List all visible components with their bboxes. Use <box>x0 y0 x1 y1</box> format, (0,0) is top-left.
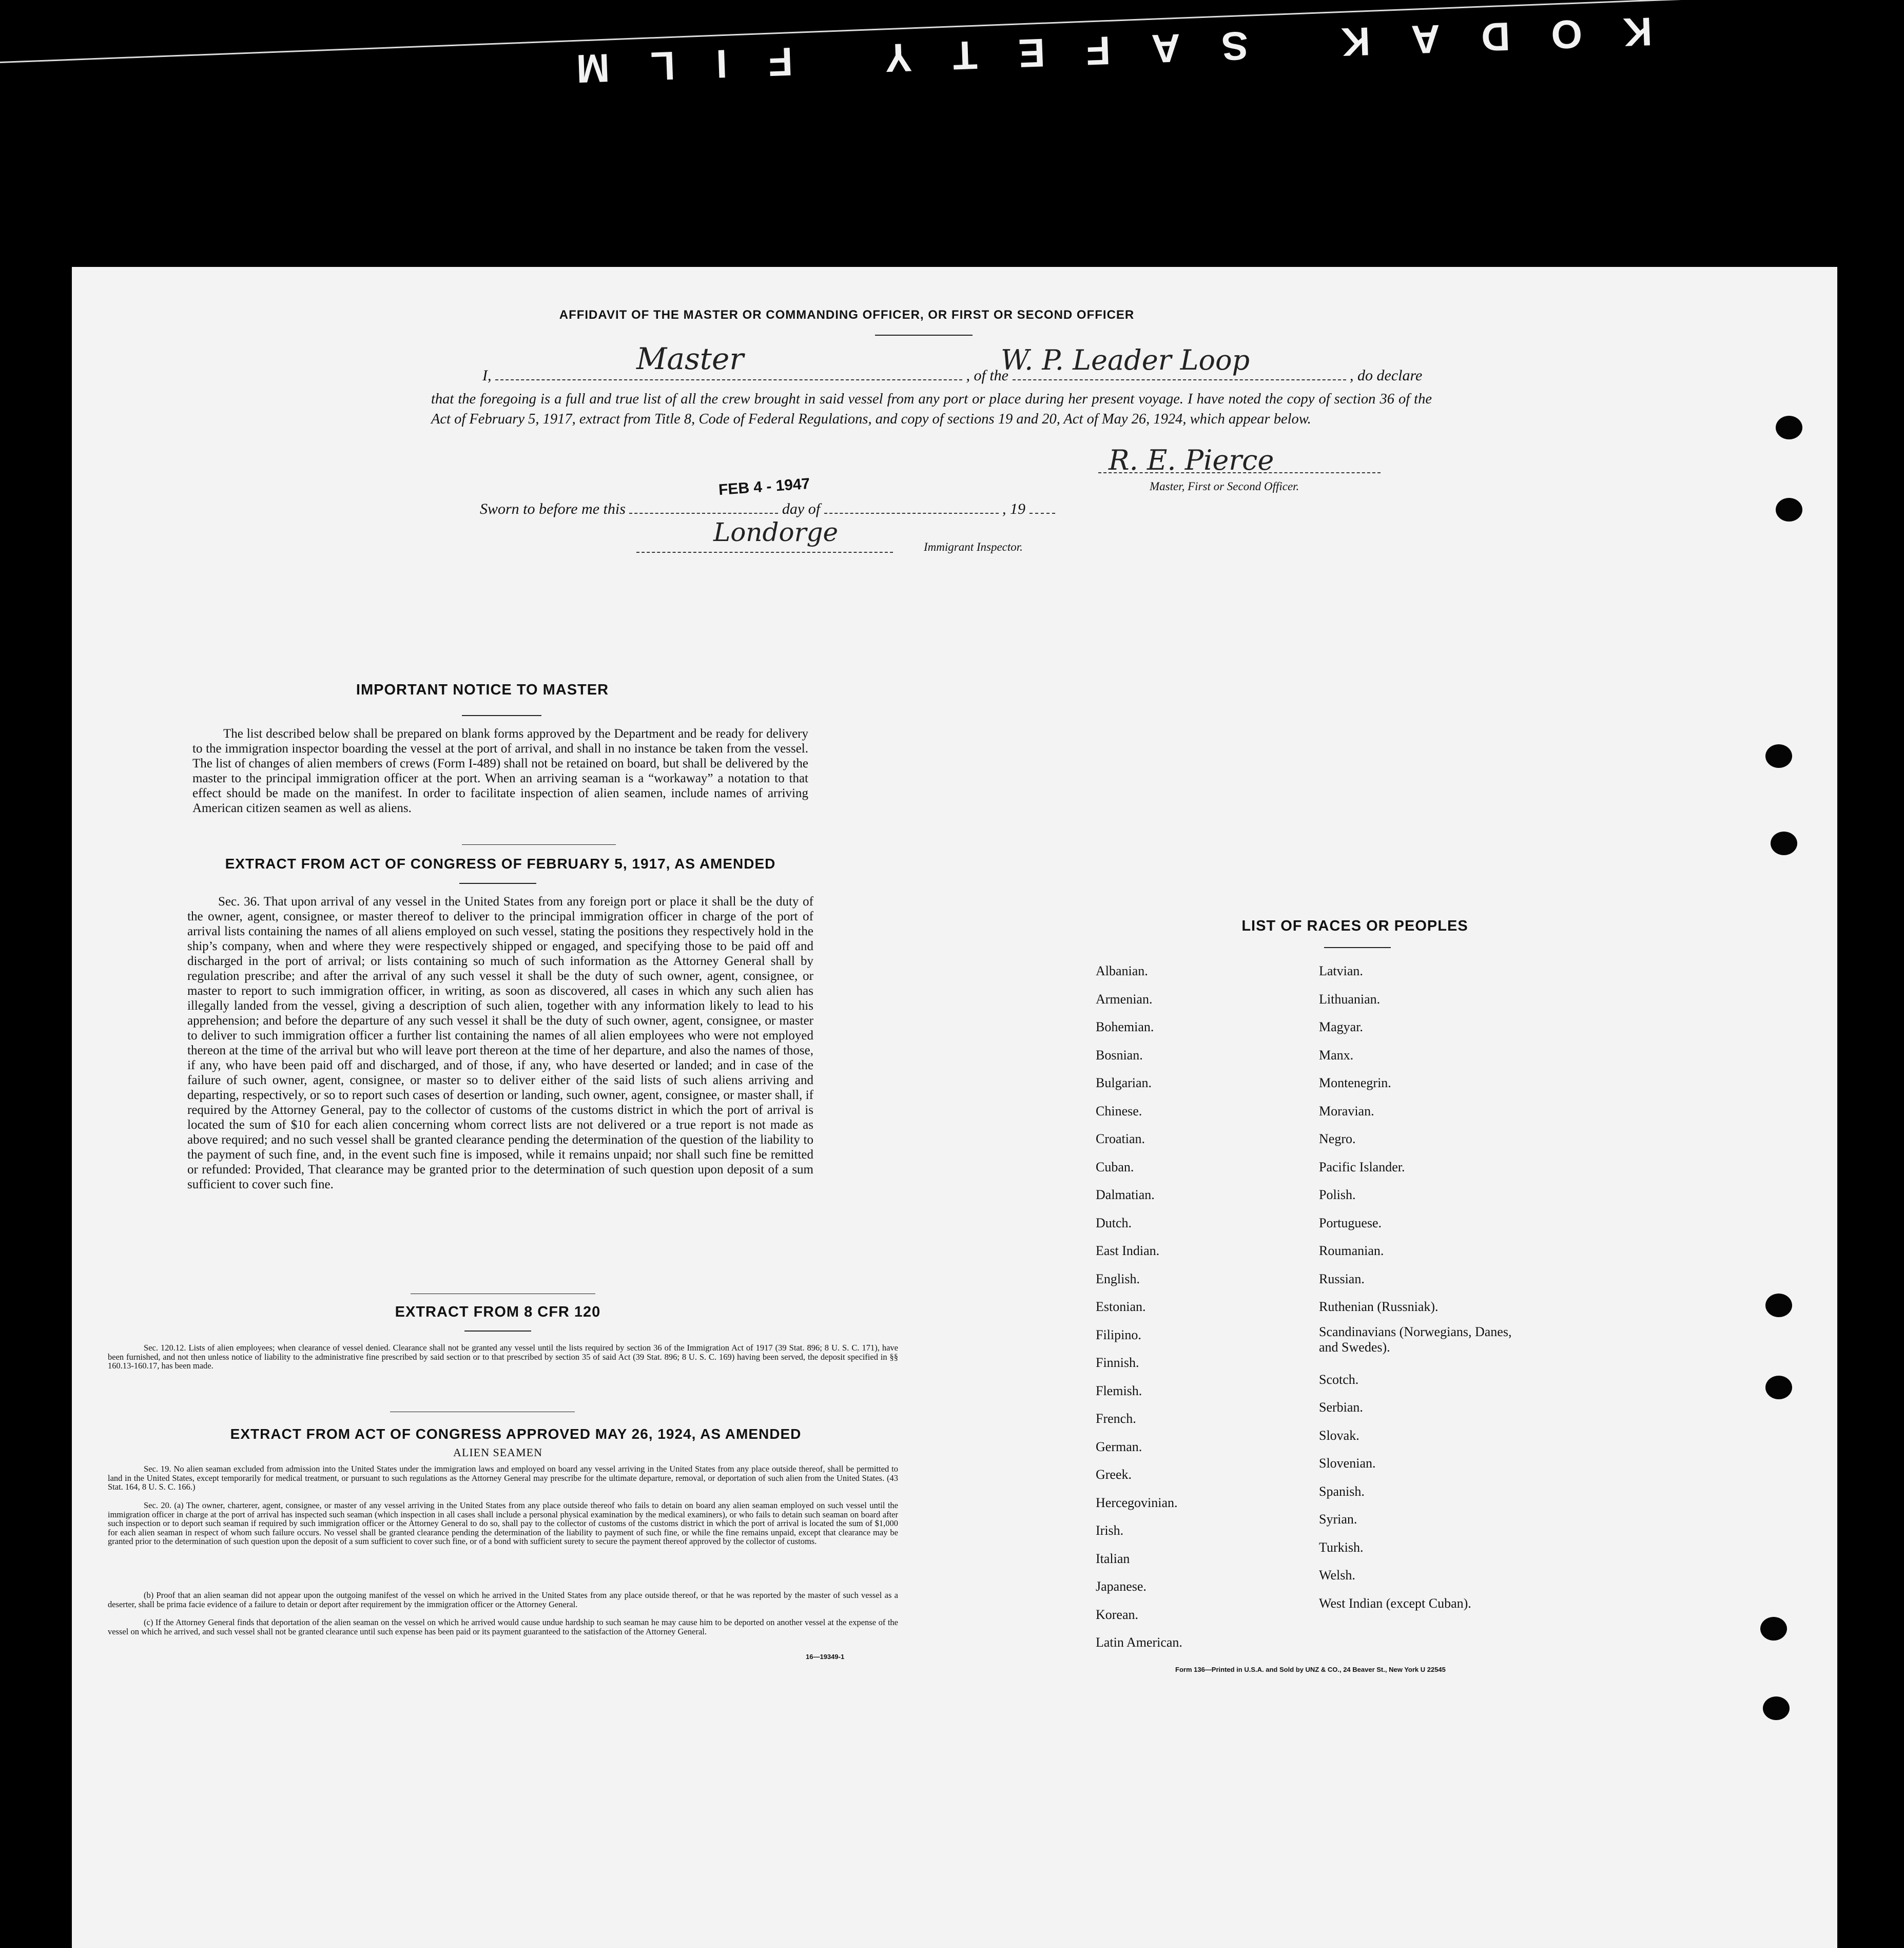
race-item: Montenegrin. <box>1319 1075 1391 1090</box>
race-item: English. <box>1096 1271 1140 1286</box>
extract-1924-sec19: Sec. 19. No alien seaman excluded from admission into the United States under the immigration laws and employed on board any vessel arriving in the United States from any place outside thereof, shall be permitted to land in the United States, except temporarily for medical treatment, or pursuant to such regulations as the Attorney General may prescribe for the ultimate departure, removal, or deportation of such alien from the United States. (43 Stat. 164, 8 U. S. C. 166.) <box>108 1464 898 1492</box>
document-page <box>72 267 1837 1948</box>
race-item: Turkish. <box>1319 1539 1364 1555</box>
notice-title: IMPORTANT NOTICE TO MASTER <box>356 682 609 698</box>
sworn-line <box>480 500 1055 518</box>
sworn-prefix: Sworn to before me this <box>480 500 626 517</box>
sworn-year-field <box>1029 513 1055 514</box>
punch-hole <box>1776 416 1802 439</box>
race-item: Chinese. <box>1096 1103 1142 1118</box>
race-item: Slovenian. <box>1319 1456 1376 1471</box>
race-item: Hercegovinian. <box>1096 1495 1178 1510</box>
race-item: Japanese. <box>1096 1579 1147 1594</box>
race-item: Ruthenian (Russniak). <box>1319 1299 1439 1314</box>
race-item: Korean. <box>1096 1607 1139 1622</box>
race-item: Bosnian. <box>1096 1047 1143 1063</box>
inspector-label: Immigrant Inspector. <box>924 541 1023 553</box>
race-item: Magyar. <box>1319 1019 1363 1034</box>
master-name-field <box>495 379 962 380</box>
vessel-handwritten: W. P. Leader Loop <box>1001 344 1250 376</box>
master-handwritten: Master <box>636 341 744 376</box>
extract-1924-subtitle: ALIEN SEAMEN <box>453 1446 542 1459</box>
race-item: Syrian. <box>1319 1512 1357 1527</box>
races-right-column <box>1319 957 1514 1617</box>
race-item: Croatian. <box>1096 1131 1145 1146</box>
punch-hole <box>1771 832 1797 855</box>
race-item: Filipino. <box>1096 1327 1141 1342</box>
affidavit-prefix: I, <box>482 367 492 384</box>
race-item: Dalmatian. <box>1096 1187 1155 1202</box>
race-item: Scotch. <box>1319 1372 1359 1387</box>
printer-note: Form 136—Printed in U.S.A. and Sold by UNZ & CO., 24 Beaver St., New York U 22545 <box>1175 1666 1446 1673</box>
vessel-name-field <box>1013 379 1346 380</box>
race-item: Serbian. <box>1319 1400 1363 1415</box>
race-item: Bulgarian. <box>1096 1075 1152 1090</box>
inspector-signature: Londorge <box>713 517 839 547</box>
divider <box>462 715 541 716</box>
punch-hole <box>1765 744 1792 768</box>
race-item: Slovak. <box>1319 1428 1359 1443</box>
sworn-date-field <box>629 513 778 514</box>
divider <box>1324 947 1391 948</box>
race-item: East Indian. <box>1096 1243 1160 1258</box>
divider <box>462 844 616 845</box>
race-item: Dutch. <box>1096 1215 1132 1230</box>
punch-hole <box>1765 1294 1792 1317</box>
affidavit-declare: , do declare <box>1350 367 1423 384</box>
race-item: Bohemian. <box>1096 1019 1154 1034</box>
race-item: Portuguese. <box>1319 1215 1382 1230</box>
race-item: Moravian. <box>1319 1103 1374 1118</box>
race-item: Russian. <box>1319 1271 1365 1286</box>
sworn-year-label: , 19 <box>1002 500 1026 517</box>
affidavit-line-1 <box>482 367 1422 384</box>
race-item: Spanish. <box>1319 1483 1365 1499</box>
race-item: Latin American. <box>1096 1635 1182 1650</box>
race-item: Scandinavians (Norwegians, Danes, and Swedes). <box>1319 1324 1512 1355</box>
race-item: Flemish. <box>1096 1383 1142 1398</box>
divider <box>464 1330 531 1332</box>
notice-body: The list described below shall be prepared on blank forms approved by the Department and be ready for delivery to the immigration inspector boarding the vessel at the port of arrival, and shall in no instance be taken from the vessel. The list of changes of alien members of crews (Form I-489) shall not be retained on board, but shall be delivered by the master to the principal immigration officer at the port. When an arriving seaman is a “workaway” a notation to that effect should be made on the manifest. In order to facilitate inspection of alien seamen, include names of arriving American citizen seamen as well as aliens. <box>192 727 808 815</box>
race-item: Greek. <box>1096 1467 1132 1482</box>
form-code: 16—19349-1 <box>806 1653 845 1661</box>
affidavit-of-the: , of the <box>966 367 1008 384</box>
affidavit-title: AFFIDAVIT OF THE MASTER OR COMMANDING OFFICER, OR FIRST OR SECOND OFFICER <box>559 308 1135 322</box>
date-stamp: FEB 4 - 1947 <box>718 475 811 499</box>
extract-1917-body: Sec. 36. That upon arrival of any vessel in the United States from any foreign port or place it shall be the duty of the owner, agent, consignee, or master thereof to deliver to the principal immigration officer in charge of the port of arrival lists containing the names of all aliens employed on such vessel, stating the positions they respectively hold in the ship’s company, when and where they were respectively shipped or engaged, and specifying those to be paid off and discharged in the port of arrival; or lists containing so much of such information as the Attorney General shall by regulation prescribe; and after the arrival of any such vessel it shall be the duty of such owner, agent, consignee, or master to report to such immigration officer, in writing, as soon as discovered, all cases in which any such alien has illegally landed from the vessel, giving a description of such alien, together with any information likely to lead to his apprehension; and before the departure of any such vessel it shall be the duty of such owner, agent, consignee, or master to deliver to such immigration officer a further list containing the names of all alien employees who were not employed thereon at the time of the arrival but who will leave port thereon at the time of her departure, and also the names of those, if any, who have been paid off and discharged, and of those, if any, who have deserted or landed; and in case of the failure of such owner, agent, consignee, or master so to deliver either of the said lists of such aliens arriving and departing, respectively, or so to report such cases of desertion or landing, such owner, agent, consignee, or master shall, if required by the Attorney General, pay to the collector of customs of the customs district in which the port of arrival is located the sum of $10 for each alien concerning whom correct lists are not delivered or a true report is not made as above required; and no such vessel shall be granted clearance pending the determination of the question of the liability to the payment of such fine, and, in the event such fine is imposed, while it remains unpaid; nor shall such fine be remitted or refunded: Provided, That clearance may be granted prior to the determination of such question upon deposit of a sum sufficient to cover such fine. <box>187 895 813 1191</box>
extract-1924-sec20c: (c) If the Attorney General finds that deportation of the alien seaman on the vessel on which he arrived would cause undue hardship to such seaman he may cause him to be deported on another vessel at the expense of the vessel on which he arrived, and such vessel shall not be granted clearance until such expense has been paid or its payment guaranteed to the satisfaction of the Attorney General. <box>108 1617 898 1636</box>
officer-signature: R. E. Pierce <box>1109 444 1274 476</box>
extract-1917-title: EXTRACT FROM ACT OF CONGRESS OF FEBRUARY 5, 1917, AS AMENDED <box>225 856 776 872</box>
punch-hole <box>1760 1617 1787 1641</box>
extract-1924-sec20a: Sec. 20. (a) The owner, charterer, agent, consignee, or master of any vessel arriving in the United States from any place outside thereof who fails to detain on board any alien seaman employed on such vessel until the immigration officer in charge at the port of arrival has inspected such seaman (which inspection in all cases shall include a personal physical examination by the medical examiners), or who fails to detain such seaman on board after such inspection or to deport such seaman if required by such immigration officer or the Attorney General to do so, shall pay to the collector of customs of the customs district in which the port of arrival is located the sum of $1,000 for each alien seaman in respect of whom such failure occurs. No vessel shall be granted clearance pending the determination of the liability to payment of such fine, or while the fine remains unpaid, except that clearance may be granted prior to the determination of such question upon the deposit of a sum sufficient to cover such fine, or of a bond with sufficient surety to secure the payment thereof approved by the collector of customs. <box>108 1500 898 1546</box>
race-item: Latvian. <box>1319 963 1363 978</box>
race-item: Finnish. <box>1096 1355 1139 1370</box>
race-item: German. <box>1096 1439 1142 1454</box>
race-item: Pacific Islander. <box>1319 1159 1405 1174</box>
race-item: Cuban. <box>1096 1159 1134 1174</box>
film-brand-text: KODAK SAFETY FILM <box>534 9 1653 93</box>
races-left-column <box>1096 957 1182 1657</box>
punch-hole <box>1776 498 1802 522</box>
race-item: Albanian. <box>1096 963 1148 978</box>
officer-signature-line <box>1098 472 1381 473</box>
race-item: Armenian. <box>1096 991 1153 1007</box>
punch-hole <box>1763 1696 1790 1720</box>
divider <box>459 883 536 884</box>
race-item: Irish. <box>1096 1523 1124 1538</box>
extract-1924-title: EXTRACT FROM ACT OF CONGRESS APPROVED MAY 26, 1924, AS AMENDED <box>230 1426 802 1442</box>
divider <box>875 335 973 336</box>
affidavit-body: that the foregoing is a full and true list of all the crew brought in said vessel from any port or place during her present voyage. I have noted the copy of section 36 of the Act of February 5, 1917, extract from Title 8, Code of Federal Regulations, and copy of sections 19 and 20, Act of May 26, 1924, which appear below. <box>431 391 1432 427</box>
race-item: West Indian (except Cuban). <box>1319 1595 1471 1611</box>
race-item: Lithuanian. <box>1319 991 1381 1007</box>
race-item: French. <box>1096 1411 1136 1426</box>
punch-hole <box>1765 1376 1792 1399</box>
film-edge <box>0 0 1904 267</box>
inspector-signature-line <box>636 552 893 553</box>
race-item: Welsh. <box>1319 1568 1355 1583</box>
races-title: LIST OF RACES OR PEOPLES <box>1241 918 1468 934</box>
race-item: Estonian. <box>1096 1299 1146 1314</box>
extract-cfr-title: EXTRACT FROM 8 CFR 120 <box>395 1304 601 1320</box>
race-item: Manx. <box>1319 1047 1354 1063</box>
race-item: Polish. <box>1319 1187 1356 1202</box>
race-item: Italian <box>1096 1551 1130 1566</box>
sworn-day-label: day of <box>782 500 821 517</box>
officer-signature-label: Master, First or Second Officer. <box>1150 480 1299 493</box>
race-item: Roumanian. <box>1319 1243 1384 1258</box>
race-item: Negro. <box>1319 1131 1356 1146</box>
extract-cfr-body: Sec. 120.12. Lists of alien employees; when clearance of vessel denied. Clearance shall not be granted any vessel until the lists required by section 36 of the Immigration Act of 1917 (39 Stat. 896; 8 U. S. C. 171), have been furnished, and not then unless notice of liability to the administrative fine prescribed by said section or to that prescribed by section 35 of said Act (39 Stat. 896; 8 U. S. C. 169) having been served, the deposit specified in §§ 160.13-160.17, has been made. <box>108 1343 898 1371</box>
extract-1924-sec20b: (b) Proof that an alien seaman did not appear upon the outgoing manifest of the vessel on which he arrived in the United States from any place outside thereof, or that he was reported by the master of such vessel as a deserter, shall be prima facie evidence of a failure to detain or deport after requirement by the immigration officer or the Attorney General. <box>108 1590 898 1609</box>
sworn-month-field <box>824 513 999 514</box>
